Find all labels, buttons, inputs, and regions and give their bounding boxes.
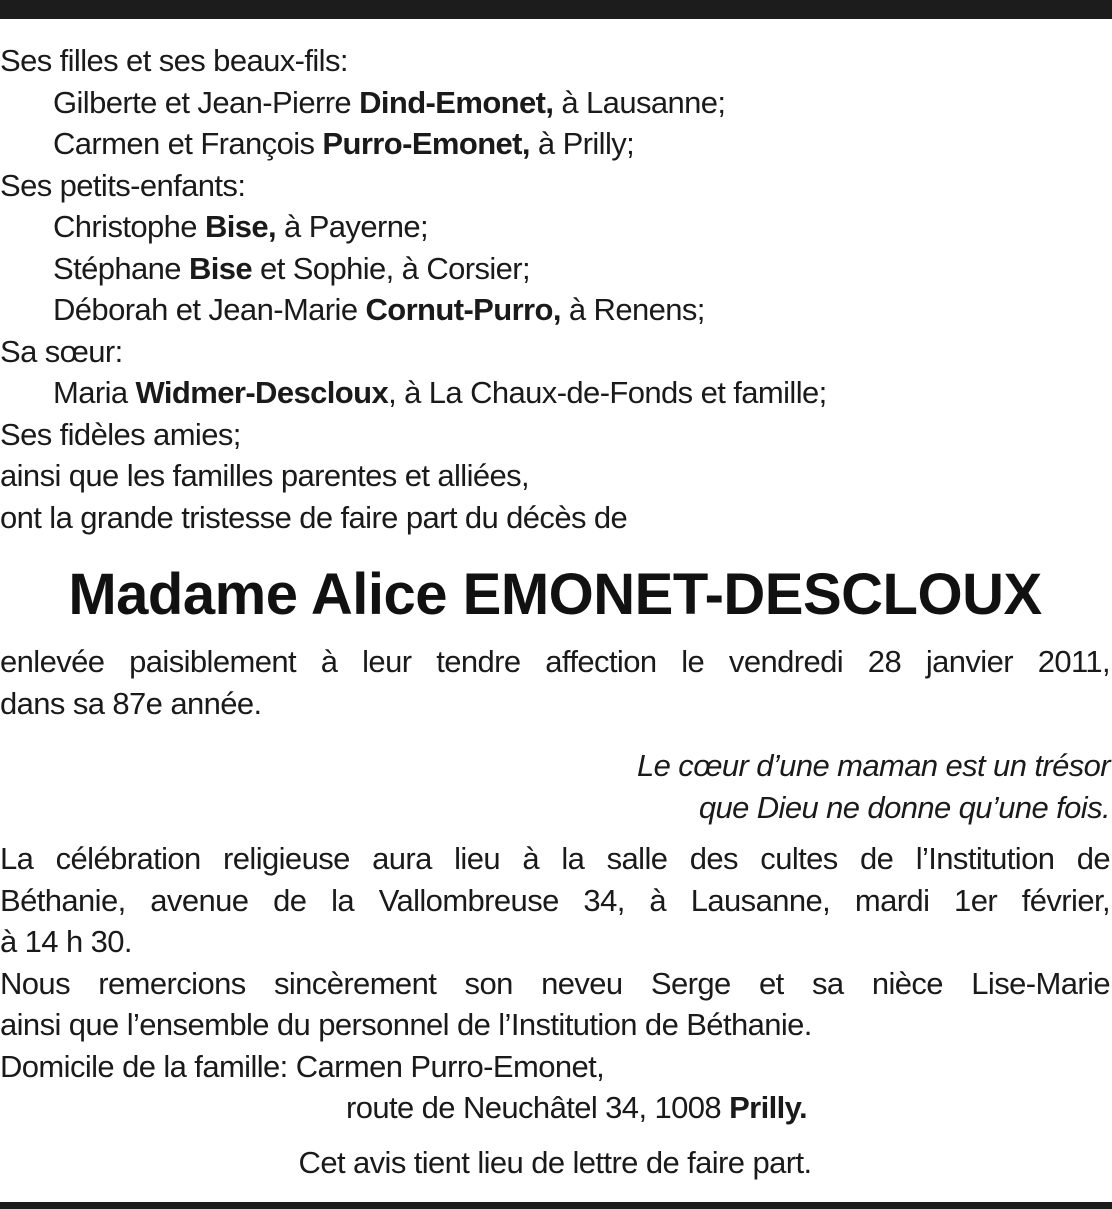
surname: Widmer-Descloux (135, 375, 389, 410)
top-border-bar (0, 0, 1112, 19)
family-line: Déborah et Jean-Marie Cornut-Purro, à Renens; (53, 292, 705, 327)
family-line: Carmen et François Purro-Emonet, à Prilly; (53, 126, 635, 161)
daughters-heading: Ses filles et ses beaux-fils: (0, 43, 348, 78)
age-line: dans sa 87e année. (0, 685, 262, 721)
death-line: enlevée paisiblement à leur tendre affection le vendredi 28 janvier 2011, (0, 644, 1110, 679)
deceased-name: Madame Alice EMONET-DESCLOUX (68, 562, 1042, 627)
bottom-border-bar (0, 1202, 1112, 1209)
family-line: Gilberte et Jean-Pierre Dind-Emonet, à Lausanne; (53, 84, 726, 120)
domicile-city: Prilly. (729, 1090, 807, 1125)
ceremony-line: Béthanie, avenue de la Vallombreuse 34, à Lausanne, mardi 1er février, (0, 882, 1110, 918)
family-line: Stéphane Bise et Sophie, à Corsier; (53, 250, 531, 286)
domicile-address: route de Neuchâtel 34, 1008 Prilly. (346, 1090, 807, 1125)
announcement-line: ont la grande tristesse de faire part du décès de (0, 499, 628, 535)
grandchildren-heading: Ses petits-enfants: (0, 167, 246, 203)
surname: Bise, (204, 209, 277, 244)
family-line: Maria Widmer-Descloux, à La Chaux-de-Fonds et famille; (53, 375, 827, 410)
quote-line: Le cœur d’une maman est un trésor (637, 748, 1110, 783)
surname: Purro-Emonet, (322, 126, 530, 161)
relatives-line: ainsi que les familles parentes et alliées, (0, 458, 530, 493)
ceremony-line: à 14 h 30. (0, 924, 132, 959)
obituary-notice (0, 40, 1110, 1183)
closing-line: Cet avis tient lieu de lettre de faire part. (298, 1144, 812, 1180)
thanks-line: ainsi que l’ensemble du personnel de l’Institution de Béthanie. (0, 1007, 812, 1042)
family-line: Christophe Bise, à Payerne; (53, 209, 428, 244)
surname: Cornut-Purro, (365, 292, 561, 327)
surname: Bise (188, 250, 253, 286)
quote-line: que Dieu ne donne qu’une fois. (698, 789, 1110, 825)
ceremony-line: La célébration religieuse aura lieu à la salle des cultes de l’Institution de (0, 841, 1110, 876)
sister-heading: Sa sœur: (0, 333, 123, 369)
surname: Dind-Emonet, (359, 84, 554, 120)
friends-line: Ses fidèles amies; (0, 416, 241, 452)
thanks-line: Nous remercions sincèrement son neveu Serge et sa nièce Lise-Marie (0, 965, 1110, 1001)
domicile-line: Domicile de la famille: Carmen Purro-Emonet, (0, 1048, 605, 1084)
